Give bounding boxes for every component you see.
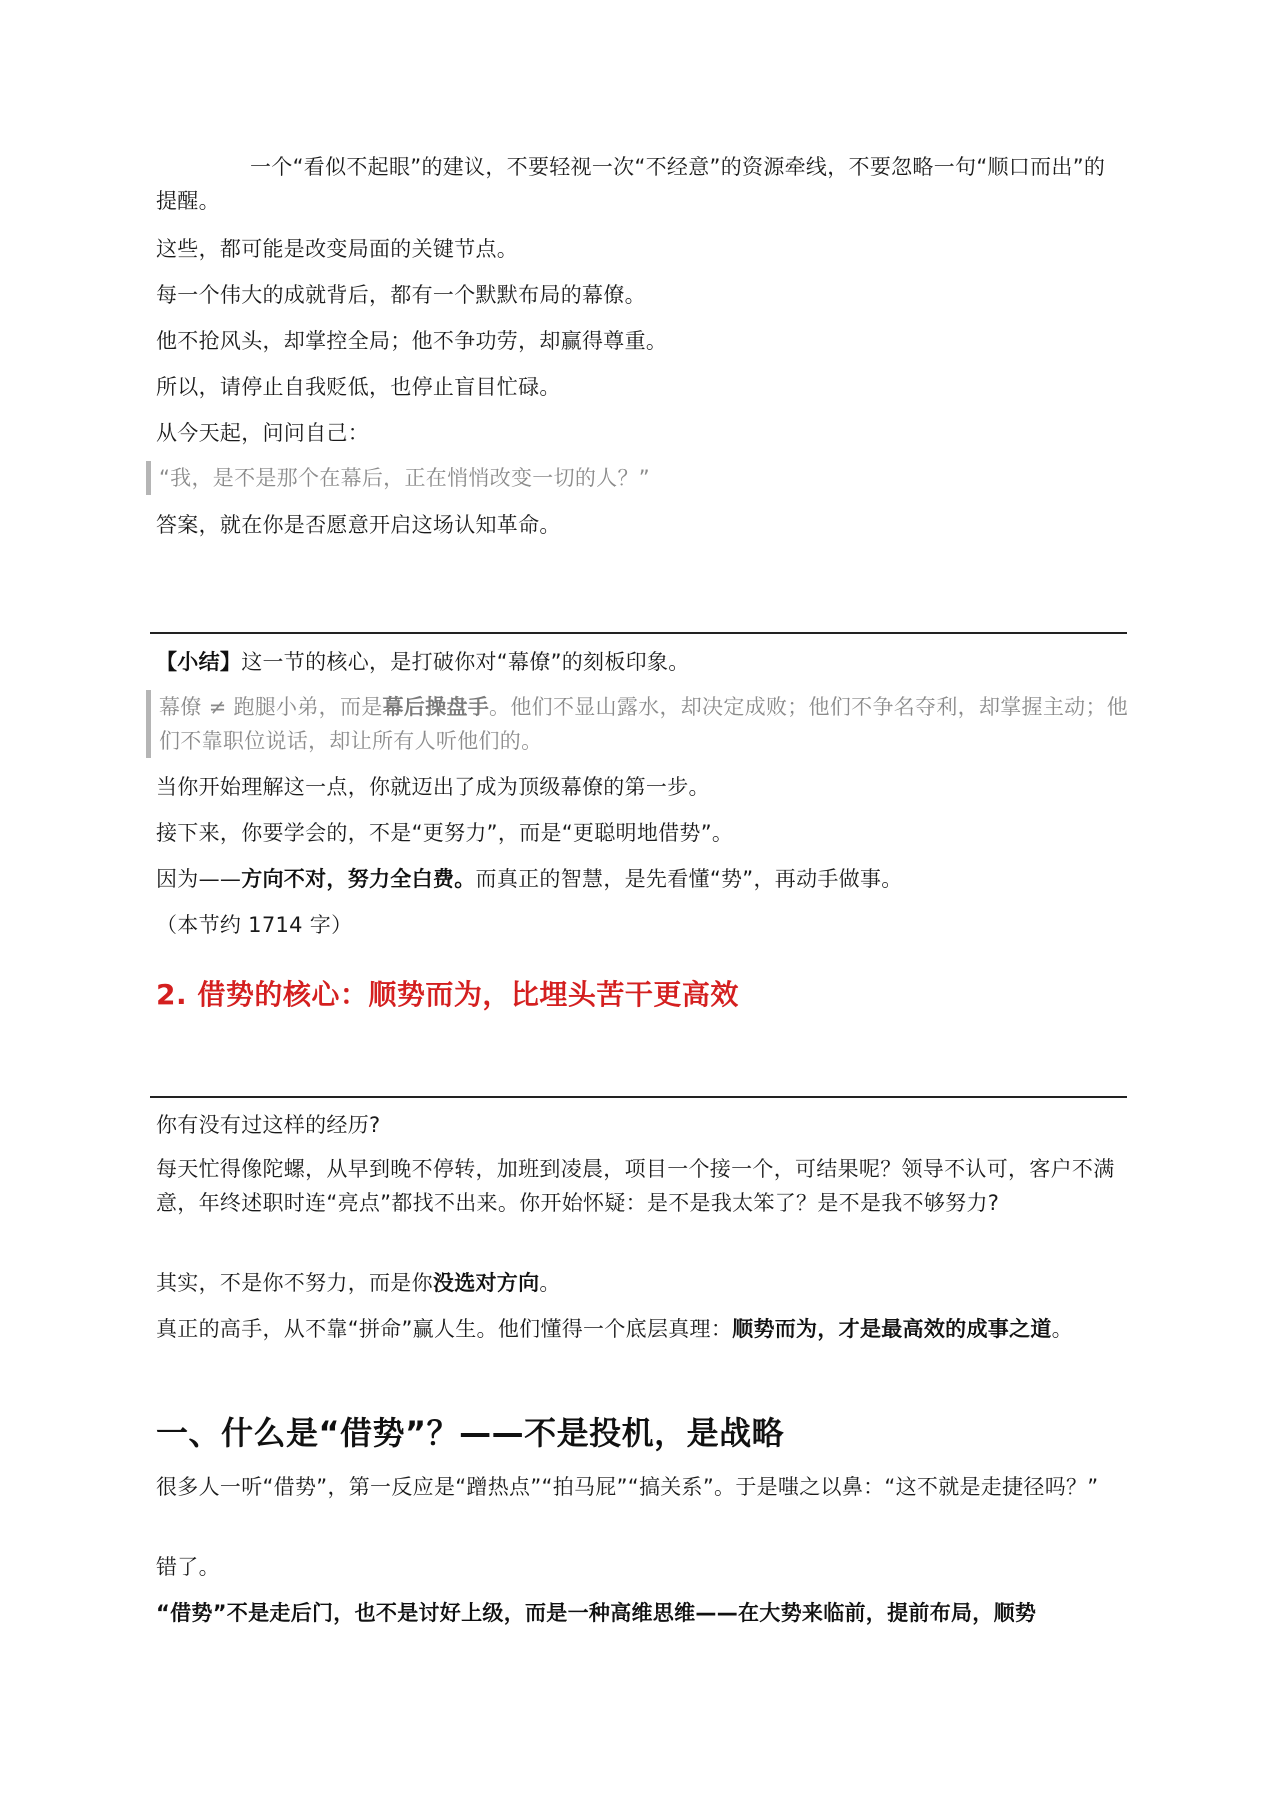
paragraph [156, 862, 1121, 896]
paragraph: 每一个伟大的成就背后，都有一个默默布局的幕僚。 [156, 283, 646, 307]
emphasis: 顺势而为，才是最高效的成事之道 [732, 1317, 1052, 1341]
horizontal-rule [150, 632, 1127, 634]
quote-emphasis: 幕后操盘手 [382, 695, 490, 719]
paragraph: 很多人一听“借势”，第一反应是“蹭热点”“拍马屁”“搞关系”。于是嗤之以鼻：“这不就是走捷径吗？” [156, 1475, 1099, 1499]
text: 而真正的智慧，是先看懂“势”，再动手做事。 [475, 867, 903, 891]
paragraph [156, 1596, 1121, 1630]
subsection-heading: 一、什么是“借势”？——不是投机，是战略 [156, 1414, 785, 1452]
text: 。 [539, 1271, 561, 1295]
paragraph: 当你开始理解这一点，你就迈出了成为顶级幕僚的第一步。 [156, 775, 710, 799]
paragraph: 所以，请停止自我贬低，也停止盲目忙碌。 [156, 375, 561, 399]
text: 其实，不是你不努力，而是你 [156, 1271, 433, 1295]
paragraph: 错了。 [156, 1555, 220, 1579]
word-count-note: （本节约 1714 字） [156, 913, 353, 937]
paragraph [156, 1312, 1121, 1346]
summary-lead: 这一节的核心，是打破你对“幕僚”的刻板印象。 [241, 650, 690, 674]
paragraph: 每天忙得像陀螺，从早到晚不停转，加班到凌晨，项目一个接一个，可结果呢？领导不认可，客户不满意，年终述职时连“亮点”都找不出来。你开始怀疑：是不是我太笨了？是不是我不够努力? [156, 1157, 1115, 1215]
paragraph [156, 1266, 1121, 1300]
emphasis: 方向不对，努力全白费。 [241, 867, 476, 891]
quote-text: 幕僚 ≠ 跑腿小弟，而是 [159, 695, 383, 719]
paragraph: 从今天起，问问自己： [156, 421, 369, 445]
text: 真正的高手，从不靠“拼命”赢人生。他们懂得一个底层真理： [156, 1317, 733, 1341]
text: 。 [1051, 1317, 1073, 1341]
paragraph: 他不抢风头，却掌控全局；他不争功劳，却赢得尊重。 [156, 329, 668, 353]
summary-label: 【小结】 [156, 650, 242, 674]
emphasis: “借势”不是走后门，也不是讨好上级，而是一种高维思维——在大势来临前，提前布局，顺势 [156, 1601, 1037, 1625]
paragraph: 接下来，你要学会的，不是“更努力”，而是“更聪明地借势”。 [156, 821, 734, 845]
paragraph: 答案，就在你是否愿意开启这场认知革命。 [156, 513, 561, 537]
section-heading: 2. 借势的核心：顺势而为，比埋头苦干更高效 [156, 978, 739, 1011]
text: 因为—— [156, 867, 242, 891]
summary-blockquote [146, 690, 1129, 758]
horizontal-rule [150, 1096, 1127, 1098]
blockquote: “我，是不是那个在幕后，正在悄悄改变一切的人？” [146, 461, 1129, 495]
emphasis: 没选对方向 [432, 1271, 540, 1295]
quote-text: 。他们不显山露水，却决定成败；他们不争名夺利，却掌握主动；他们不靠职位说话，却让所有人听他们的。 [159, 695, 1129, 753]
paragraph: 一个“看似不起眼”的建议，不要轻视一次“不经意”的资源牵线，不要忽略一句“顺口而出”的提醒。 [156, 155, 1106, 213]
paragraph: 你有没有过这样的经历? [156, 1113, 381, 1137]
summary-paragraph [156, 645, 1121, 679]
paragraph: 这些，都可能是改变局面的关键节点。 [156, 237, 519, 261]
